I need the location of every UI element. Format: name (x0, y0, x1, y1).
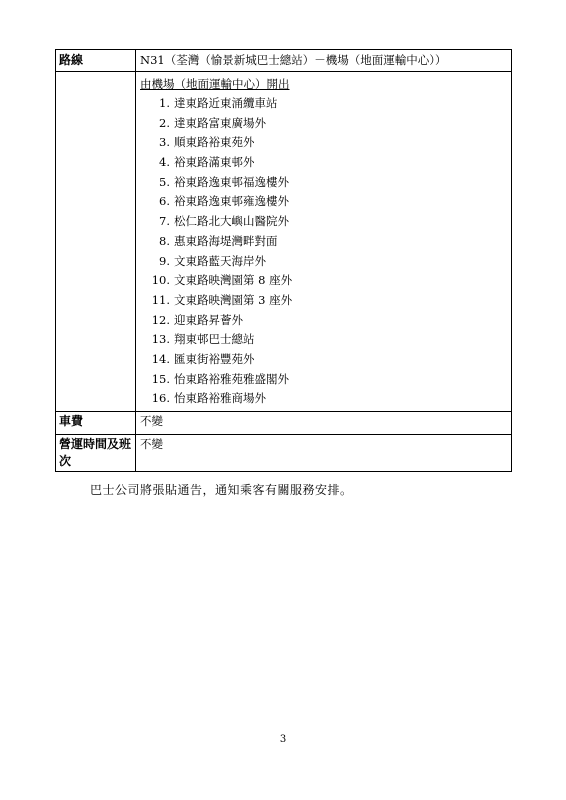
stop-item (140, 252, 507, 272)
stop-name: 裕東路滿東邨外 (174, 155, 255, 170)
route-label-cell (56, 50, 136, 72)
stop-number: 3. (159, 135, 170, 150)
stops-heading: 由機場（地面運輸中心）開出 (140, 77, 290, 91)
stop-number: 15. (151, 371, 170, 386)
page-number: 3 (279, 734, 287, 745)
fare-value-cell (136, 412, 512, 435)
stop-item (140, 350, 507, 370)
stop-name: 怡東路裕雅苑雅盛閣外 (174, 371, 289, 386)
stop-name: 文東路藍天海岸外 (174, 253, 266, 268)
stop-item (140, 311, 507, 331)
stop-number: 16. (151, 391, 170, 406)
stop-item (140, 212, 507, 232)
stops-cell (136, 72, 512, 412)
stop-item (140, 192, 507, 212)
fare-label: 車費 (59, 414, 84, 428)
stop-name: 松仁路北大嶼山醫院外 (174, 214, 289, 229)
stop-number: 9. (159, 253, 170, 268)
stop-name: 順東路裕東苑外 (174, 135, 255, 150)
stop-item (140, 370, 507, 390)
stop-number: 14. (151, 351, 170, 366)
stop-item (140, 133, 507, 153)
stops-row (56, 72, 512, 412)
stop-number: 1. (159, 96, 170, 110)
stop-name: 文東路映灣園第 8 座外 (174, 273, 293, 288)
stop-item (140, 114, 507, 134)
route-value-cell (136, 50, 512, 72)
hours-label-cell (56, 435, 136, 472)
stop-item (140, 94, 507, 114)
stop-name: 達東路富東廣場外 (174, 115, 266, 130)
notice-text: 巴士公司將張貼通告，通知乘客有關服務安排。 (90, 483, 353, 497)
stop-number: 2. (159, 115, 170, 130)
stop-item (140, 232, 507, 252)
stop-name: 匯東街裕豐苑外 (174, 351, 255, 366)
stop-item (140, 330, 507, 350)
route-value: N31（荃灣（愉景新城巴士總站）－機場（地面運輸中心）） (140, 53, 447, 67)
route-row (56, 50, 512, 72)
stop-item (140, 153, 507, 173)
stop-number: 6. (159, 194, 170, 209)
stop-name: 怡東路裕雅商場外 (174, 391, 266, 406)
stop-number: 4. (159, 155, 170, 170)
stop-item (140, 173, 507, 193)
stop-number: 5. (159, 174, 170, 189)
stop-number: 7. (159, 214, 170, 229)
stop-name: 裕東路逸東邨福逸樓外 (174, 174, 289, 189)
stop-item (140, 291, 507, 311)
stop-name: 裕東路逸東邨雍逸樓外 (174, 194, 289, 209)
stop-number: 13. (151, 332, 170, 347)
stop-number: 10. (151, 273, 170, 288)
fare-label-cell (56, 412, 136, 435)
stop-number: 12. (151, 312, 170, 327)
stop-number: 11. (151, 292, 170, 307)
hours-value: 不變 (140, 437, 163, 451)
stop-name: 惠東路海堤灣畔對面 (174, 233, 278, 248)
route-info-table (55, 49, 512, 472)
stop-name: 迎東路昇薈外 (174, 312, 243, 327)
stop-name: 達東路近東涌纜車站 (174, 96, 278, 110)
fare-row (56, 412, 512, 435)
hours-value-cell (136, 435, 512, 472)
stop-name: 翔東邨巴士總站 (174, 332, 255, 347)
stop-item (140, 389, 507, 409)
stop-item (140, 271, 507, 291)
hours-label: 營運時間及班次 (59, 437, 132, 468)
fare-value: 不變 (140, 414, 163, 428)
stops-label-cell (56, 72, 136, 412)
stop-number: 8. (159, 233, 170, 248)
route-label: 路線 (59, 53, 84, 67)
stop-name: 文東路映灣園第 3 座外 (174, 292, 293, 307)
stop-list (140, 94, 507, 409)
hours-row (56, 435, 512, 472)
